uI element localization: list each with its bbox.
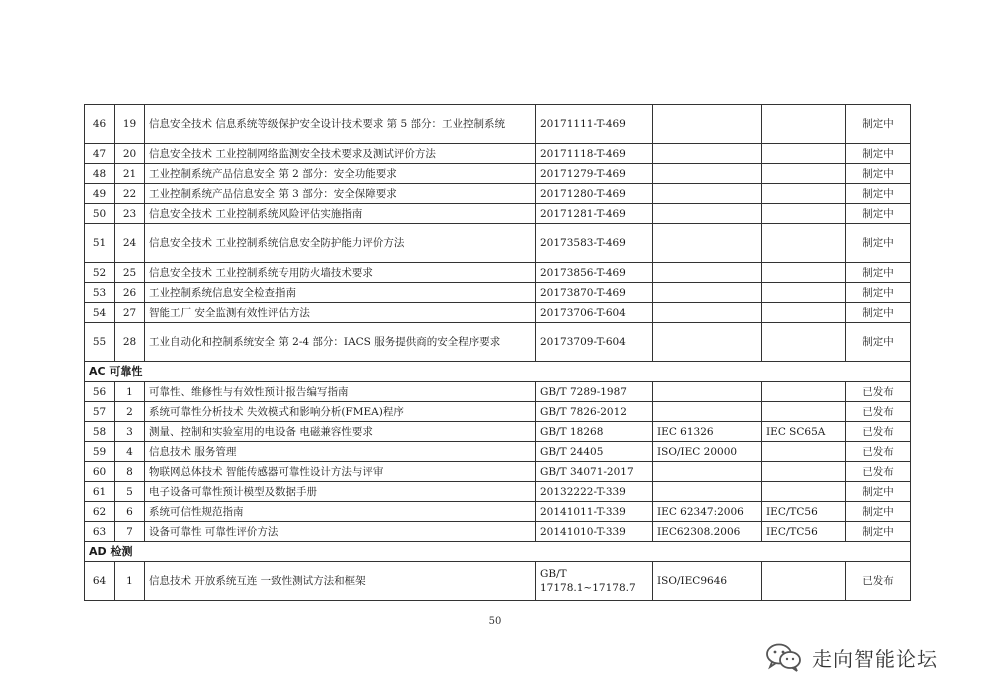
technical-committee-cell (762, 184, 846, 204)
row-number-cell: 63 (85, 522, 115, 542)
standards-table (84, 104, 911, 601)
international-standard-cell: IEC 61326 (653, 422, 762, 442)
international-standard-cell (653, 105, 762, 144)
table-row (85, 105, 911, 144)
standard-code-cell: 20141010-T-339 (536, 522, 653, 542)
table-body (85, 105, 911, 601)
status-cell: 已发布 (846, 442, 911, 462)
status-cell: 已发布 (846, 562, 911, 601)
table-row (85, 442, 911, 462)
standard-code-cell: GB/T 34071-2017 (536, 462, 653, 482)
section-header-row (85, 542, 911, 562)
standard-code-cell: 20171279-T-469 (536, 164, 653, 184)
international-standard-cell (653, 224, 762, 263)
row-sub-number-cell: 22 (115, 184, 145, 204)
table-row (85, 204, 911, 224)
international-standard-cell (653, 323, 762, 362)
section-title: AD 检测 (85, 542, 911, 562)
status-cell: 制定中 (846, 144, 911, 164)
status-cell: 制定中 (846, 323, 911, 362)
technical-committee-cell (762, 283, 846, 303)
row-sub-number-cell: 6 (115, 502, 145, 522)
row-number-cell: 56 (85, 382, 115, 402)
standard-name-cell: 工业控制系统产品信息安全 第 3 部分：安全保障要求 (145, 184, 536, 204)
technical-committee-cell (762, 402, 846, 422)
standard-name-cell: 工业控制系统信息安全检查指南 (145, 283, 536, 303)
technical-committee-cell (762, 562, 846, 601)
table-row (85, 323, 911, 362)
row-sub-number-cell: 3 (115, 422, 145, 442)
row-sub-number-cell: 27 (115, 303, 145, 323)
standard-code-cell: 20173709-T-604 (536, 323, 653, 362)
standard-name-cell: 可靠性、维修性与有效性预计报告编写指南 (145, 382, 536, 402)
technical-committee-cell (762, 323, 846, 362)
standard-name-cell: 信息安全技术 工业控制系统风险评估实施指南 (145, 204, 536, 224)
row-number-cell: 58 (85, 422, 115, 442)
technical-committee-cell: IEC/TC56 (762, 522, 846, 542)
technical-committee-cell (762, 462, 846, 482)
row-sub-number-cell: 24 (115, 224, 145, 263)
row-number-cell: 55 (85, 323, 115, 362)
standard-code-cell: 20141011-T-339 (536, 502, 653, 522)
technical-committee-cell (762, 303, 846, 323)
international-standard-cell: IEC62308.2006 (653, 522, 762, 542)
technical-committee-cell (762, 263, 846, 283)
standard-code-cell: 20132222-T-339 (536, 482, 653, 502)
status-cell: 制定中 (846, 204, 911, 224)
standard-code-cell: 20173870-T-469 (536, 283, 653, 303)
row-number-cell: 46 (85, 105, 115, 144)
table-row (85, 502, 911, 522)
technical-committee-cell (762, 382, 846, 402)
technical-committee-cell (762, 144, 846, 164)
table-row (85, 283, 911, 303)
international-standard-cell (653, 164, 762, 184)
table-row (85, 462, 911, 482)
row-sub-number-cell: 23 (115, 204, 145, 224)
standard-name-cell: 信息技术 开放系统互连 一致性测试方法和框架 (145, 562, 536, 601)
row-sub-number-cell: 7 (115, 522, 145, 542)
table-row (85, 263, 911, 283)
status-cell: 制定中 (846, 482, 911, 502)
row-number-cell: 49 (85, 184, 115, 204)
status-cell: 制定中 (846, 184, 911, 204)
row-number-cell: 60 (85, 462, 115, 482)
row-number-cell: 50 (85, 204, 115, 224)
row-sub-number-cell: 21 (115, 164, 145, 184)
international-standard-cell (653, 462, 762, 482)
technical-committee-cell (762, 482, 846, 502)
standard-code-cell: 20171281-T-469 (536, 204, 653, 224)
standard-code-cell: 20173706-T-604 (536, 303, 653, 323)
standard-code-cell: GB/T 7826-2012 (536, 402, 653, 422)
watermark (764, 640, 938, 674)
technical-committee-cell (762, 105, 846, 144)
international-standard-cell: ISO/IEC9646 (653, 562, 762, 601)
standards-table-container (84, 104, 910, 601)
standard-name-cell: 工业控制系统产品信息安全 第 2 部分：安全功能要求 (145, 164, 536, 184)
standard-name-cell: 测量、控制和实验室用的电设备 电磁兼容性要求 (145, 422, 536, 442)
technical-committee-cell: IEC/TC56 (762, 502, 846, 522)
status-cell: 制定中 (846, 263, 911, 283)
standard-name-cell: 电子设备可靠性预计模型及数据手册 (145, 482, 536, 502)
standard-name-cell: 信息技术 服务管理 (145, 442, 536, 462)
standard-code-cell: 20173583-T-469 (536, 224, 653, 263)
standard-name-cell: 信息安全技术 信息系统等级保护安全设计技术要求 第 5 部分：工业控制系统 (145, 105, 536, 144)
status-cell: 制定中 (846, 283, 911, 303)
row-number-cell: 64 (85, 562, 115, 601)
standard-code-cell: GB/T 17178.1~17178.7 (536, 562, 653, 601)
international-standard-cell (653, 144, 762, 164)
status-cell: 制定中 (846, 303, 911, 323)
row-number-cell: 51 (85, 224, 115, 263)
international-standard-cell: IEC 62347:2006 (653, 502, 762, 522)
standard-name-cell: 系统可信性规范指南 (145, 502, 536, 522)
standard-name-cell: 物联网总体技术 智能传感器可靠性设计方法与评审 (145, 462, 536, 482)
row-number-cell: 48 (85, 164, 115, 184)
technical-committee-cell: IEC SC65A (762, 422, 846, 442)
section-title: AC 可靠性 (85, 362, 911, 382)
status-cell: 已发布 (846, 402, 911, 422)
international-standard-cell (653, 184, 762, 204)
standard-name-cell: 工业自动化和控制系统安全 第 2-4 部分：IACS 服务提供商的安全程序要求 (145, 323, 536, 362)
standard-code-cell: GB/T 7289-1987 (536, 382, 653, 402)
row-sub-number-cell: 28 (115, 323, 145, 362)
standard-code-cell: 20173856-T-469 (536, 263, 653, 283)
table-row (85, 164, 911, 184)
international-standard-cell (653, 482, 762, 502)
table-row (85, 402, 911, 422)
table-row (85, 482, 911, 502)
international-standard-cell (653, 382, 762, 402)
international-standard-cell (653, 263, 762, 283)
status-cell: 制定中 (846, 224, 911, 263)
row-sub-number-cell: 25 (115, 263, 145, 283)
page-number: 50 (488, 616, 502, 627)
table-row (85, 422, 911, 442)
international-standard-cell (653, 204, 762, 224)
standard-code-cell: GB/T 24405 (536, 442, 653, 462)
row-sub-number-cell: 1 (115, 562, 145, 601)
international-standard-cell (653, 283, 762, 303)
row-number-cell: 61 (85, 482, 115, 502)
row-number-cell: 57 (85, 402, 115, 422)
standard-code-cell: 20171111-T-469 (536, 105, 653, 144)
row-sub-number-cell: 20 (115, 144, 145, 164)
row-sub-number-cell: 19 (115, 105, 145, 144)
status-cell: 制定中 (846, 502, 911, 522)
standard-name-cell: 信息安全技术 工业控制系统专用防火墙技术要求 (145, 263, 536, 283)
row-sub-number-cell: 1 (115, 382, 145, 402)
row-number-cell: 59 (85, 442, 115, 462)
row-number-cell: 53 (85, 283, 115, 303)
standard-code-cell: 20171280-T-469 (536, 184, 653, 204)
technical-committee-cell (762, 164, 846, 184)
row-sub-number-cell: 2 (115, 402, 145, 422)
international-standard-cell: ISO/IEC 20000 (653, 442, 762, 462)
table-row (85, 562, 911, 601)
standard-code-cell: GB/T 18268 (536, 422, 653, 442)
international-standard-cell (653, 303, 762, 323)
row-number-cell: 54 (85, 303, 115, 323)
standard-name-cell: 智能工厂 安全监测有效性评估方法 (145, 303, 536, 323)
standard-name-cell: 系统可靠性分析技术 失效模式和影响分析(FMEA)程序 (145, 402, 536, 422)
status-cell: 已发布 (846, 462, 911, 482)
technical-committee-cell (762, 204, 846, 224)
row-sub-number-cell: 5 (115, 482, 145, 502)
watermark-text: 走向智能论坛 (812, 646, 938, 671)
international-standard-cell (653, 402, 762, 422)
status-cell: 制定中 (846, 105, 911, 144)
section-header-row (85, 362, 911, 382)
standard-name-cell: 设备可靠性 可靠性评价方法 (145, 522, 536, 542)
row-sub-number-cell: 8 (115, 462, 145, 482)
table-row (85, 184, 911, 204)
row-sub-number-cell: 26 (115, 283, 145, 303)
technical-committee-cell (762, 442, 846, 462)
table-row (85, 522, 911, 542)
row-number-cell: 52 (85, 263, 115, 283)
standard-name-cell: 信息安全技术 工业控制网络监测安全技术要求及测试评价方法 (145, 144, 536, 164)
table-row (85, 382, 911, 402)
technical-committee-cell (762, 224, 846, 263)
status-cell: 制定中 (846, 164, 911, 184)
status-cell: 已发布 (846, 382, 911, 402)
row-number-cell: 47 (85, 144, 115, 164)
status-cell: 制定中 (846, 522, 911, 542)
table-row (85, 224, 911, 263)
row-sub-number-cell: 4 (115, 442, 145, 462)
wechat-icon (764, 642, 804, 672)
standard-name-cell: 信息安全技术 工业控制系统信息安全防护能力评价方法 (145, 224, 536, 263)
table-row (85, 144, 911, 164)
status-cell: 已发布 (846, 422, 911, 442)
standard-code-cell: 20171118-T-469 (536, 144, 653, 164)
table-row (85, 303, 911, 323)
row-number-cell: 62 (85, 502, 115, 522)
